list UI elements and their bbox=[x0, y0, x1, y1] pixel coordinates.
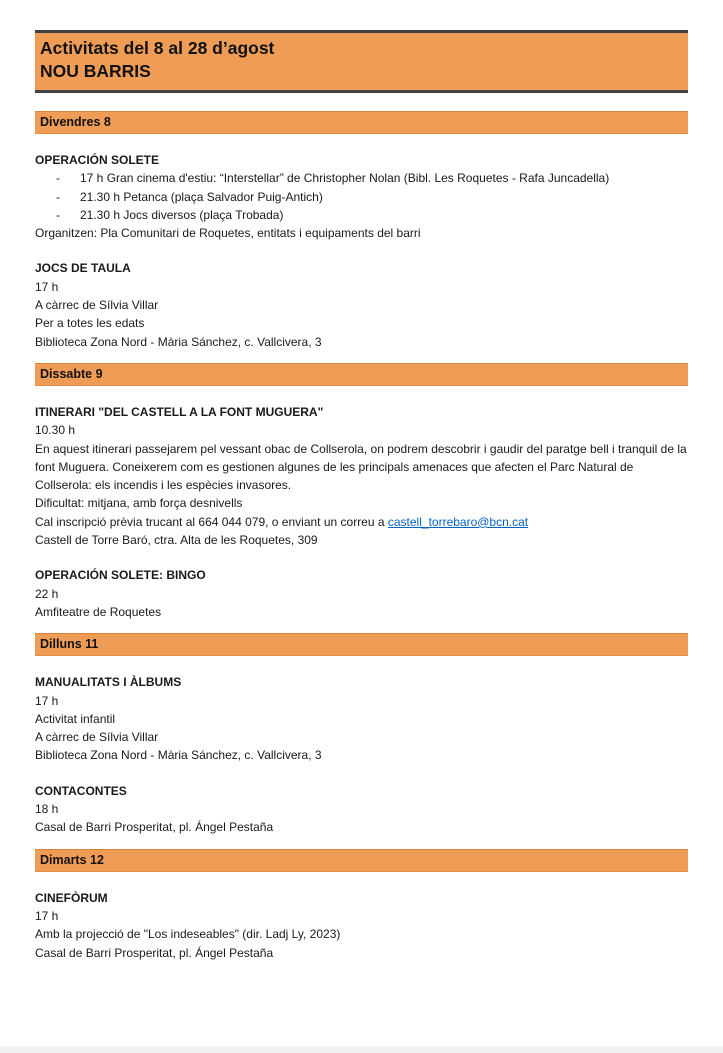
bullet-item bbox=[35, 169, 688, 187]
event-line: 17 h bbox=[35, 279, 59, 294]
event bbox=[35, 889, 688, 962]
event-line: 17 h bbox=[35, 693, 59, 708]
event-line: Amb la projecció de "Los indeseables" (dir. Ladj Ly, 2023) bbox=[35, 927, 341, 942]
bullet-item bbox=[35, 188, 688, 206]
event-title: JOCS DE TAULA bbox=[35, 261, 131, 276]
viewer-edge-strip bbox=[0, 1046, 723, 1053]
event-line: 18 h bbox=[35, 802, 59, 817]
event-line bbox=[35, 513, 688, 531]
event bbox=[35, 566, 688, 621]
event-line: 10.30 h bbox=[35, 423, 76, 438]
day-header: Dimarts 12 bbox=[35, 849, 688, 872]
event-line: Casal de Barri Prosperitat, pl. Ángel Pestaña bbox=[35, 820, 274, 835]
event-line: Amfiteatre de Roquetes bbox=[35, 604, 162, 619]
page-title-line2: NOU BARRIS bbox=[40, 61, 151, 81]
event-line: Activitat infantil bbox=[35, 711, 116, 726]
day-header: Dilluns 11 bbox=[35, 633, 688, 656]
event-line: Biblioteca Zona Nord - Mària Sánchez, c. Vallcivera, 3 bbox=[35, 748, 322, 763]
title-banner bbox=[35, 30, 688, 93]
dash-bullet: - bbox=[56, 207, 60, 222]
event bbox=[35, 782, 688, 837]
bullet-text: 17 h Gran cinema d'estiu: “Interstellar” de Christopher Nolan (Bibl. Les Roquetes - Rafa Juncadella) bbox=[80, 171, 610, 186]
event-line: A càrrec de Sílvia Villar bbox=[35, 298, 159, 313]
event-line: Castell de Torre Baró, ctra. Alta de les Roquetes, 309 bbox=[35, 533, 318, 548]
event-line: Per a totes les edats bbox=[35, 316, 145, 331]
event-line: 17 h bbox=[35, 908, 59, 923]
event-line: Dificultat: mitjana, amb força desnivells bbox=[35, 496, 243, 511]
event-line: Biblioteca Zona Nord - Mària Sánchez, c. Vallcivera, 3 bbox=[35, 334, 322, 349]
event-title: OPERACIÓN SOLETE bbox=[35, 153, 160, 167]
day-header: Dissabte 9 bbox=[35, 363, 688, 386]
day-header: Divendres 8 bbox=[35, 111, 688, 134]
document-page bbox=[0, 30, 723, 1053]
event bbox=[35, 259, 688, 350]
email-link[interactable]: castell_torrebaro@bcn.cat bbox=[387, 514, 529, 529]
event-line: Casal de Barri Prosperitat, pl. Ángel Pestaña bbox=[35, 945, 274, 960]
event-title: CONTACONTES bbox=[35, 783, 127, 798]
event bbox=[35, 151, 688, 242]
event bbox=[35, 403, 688, 549]
dash-bullet: - bbox=[56, 171, 60, 186]
event-title: CINEFÒRUM bbox=[35, 890, 108, 905]
document-content bbox=[0, 30, 723, 962]
dash-bullet: - bbox=[56, 189, 60, 204]
event-line: 22 h bbox=[35, 586, 59, 601]
bullet-text: 21.30 h Petanca (plaça Salvador Puig-Antich) bbox=[80, 189, 323, 204]
event-title: ITINERARI "DEL CASTELL A LA FONT MUGUERA" bbox=[35, 404, 324, 419]
event-title: OPERACIÓN SOLETE: BINGO bbox=[35, 568, 206, 583]
page-title-line1: Activitats del 8 al 28 d’agost bbox=[40, 38, 275, 58]
event-line: En aquest itinerari passejarem pel vessant obac de Collserola, on podrem descobrir i gaudir del paratge bell i tranquil de la font Muguera. Coneixerem com es gestionen algunes de les principals amenaces que afecten el Parc Natural de Collserola: els incendis i les espècies invasores. bbox=[35, 441, 687, 493]
event-line-text: Cal inscripció prèvia trucant al 664 044 079, o enviant un correu a bbox=[35, 514, 388, 529]
bullet-text: 21.30 h Jocs diversos (plaça Trobada) bbox=[80, 207, 284, 222]
bullet-item bbox=[35, 206, 688, 224]
event-line: A càrrec de Sílvia Villar bbox=[35, 730, 159, 745]
event bbox=[35, 673, 688, 764]
event-line: Organitzen: Pla Comunitari de Roquetes, entitats i equipaments del barri bbox=[35, 226, 421, 241]
event-title: MANUALITATS I ÀLBUMS bbox=[35, 675, 182, 690]
